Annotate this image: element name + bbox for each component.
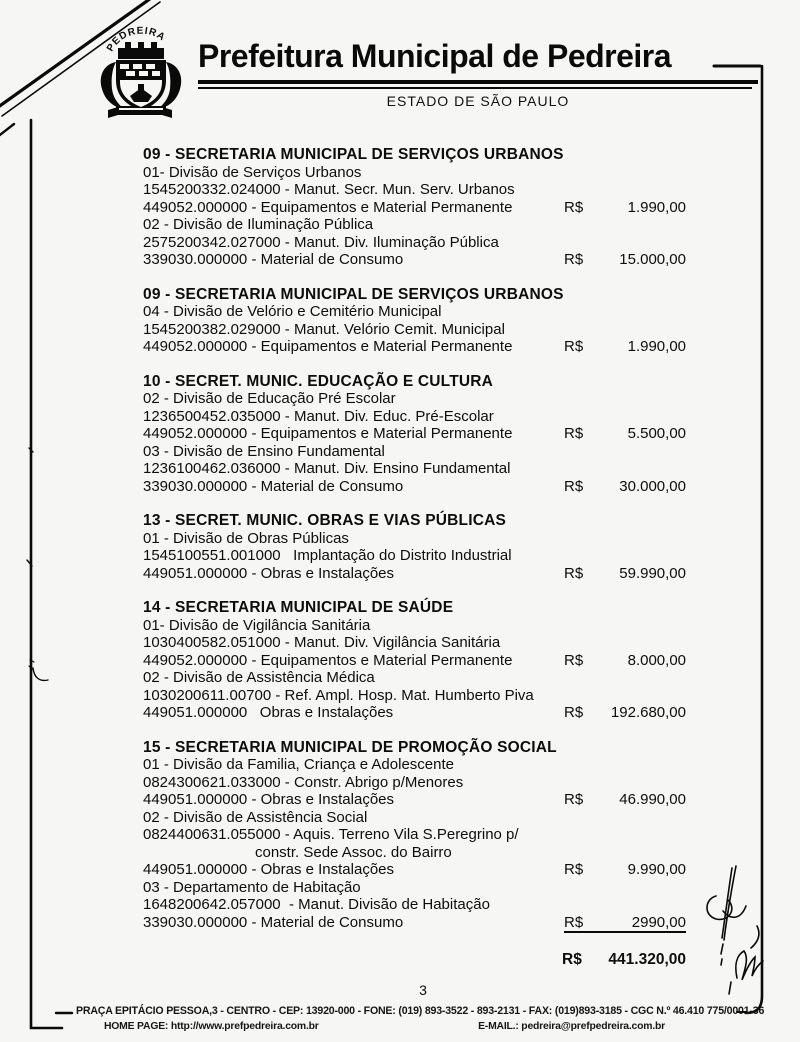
budget-line: [143, 634, 686, 652]
budget-line: [143, 408, 686, 426]
section-heading: 15 - SECRETARIA MUNICIPAL DE PROMOÇÃO SOCIAL: [143, 738, 557, 756]
svg-text:PEDREIRA: PEDREIRA: [104, 26, 168, 54]
section-heading: 09 - SECRETARIA MUNICIPAL DE SERVIÇOS URBANOS: [143, 285, 564, 303]
currency-symbol: R$: [564, 338, 584, 355]
line-text: 1030200611.00700 - Ref. Ampl. Hosp. Mat. Humberto Piva: [143, 686, 534, 704]
amount-value: 1.990,00: [627, 338, 686, 355]
budget-section: [143, 739, 686, 934]
budget-line: [143, 844, 686, 862]
budget-amount-row: [143, 425, 686, 443]
budget-section: [143, 512, 686, 582]
budget-line: [143, 460, 686, 478]
line-text: 1545100551.001000 Implantação do Distrito Industrial: [143, 547, 512, 564]
line-text: 03 - Divisão de Ensino Fundamental: [143, 442, 385, 460]
budget-amount-row: [143, 565, 686, 583]
footer-email-label: E-MAIL.:: [478, 1021, 519, 1032]
budget-line: [143, 216, 686, 234]
line-text: 1030400582.051000 - Manut. Div. Vigilância Sanitária: [143, 634, 501, 651]
org-title: Prefeitura Municipal de Pedreira: [198, 38, 672, 74]
amount-group: [564, 704, 686, 722]
footer-links: [76, 1021, 740, 1032]
line-text: 02 - Divisão de Assistência Médica: [143, 669, 375, 686]
state-subtitle: ESTADO DE SÃO PAULO: [386, 93, 570, 109]
budget-amount-row: [143, 478, 686, 496]
currency-symbol: R$: [564, 651, 584, 669]
page-number: 3: [419, 982, 427, 998]
amount-value: 59.990,00: [619, 564, 686, 582]
line-text: 449052.000000 - Equipamentos e Material Permanente: [143, 425, 513, 442]
amount-group: [564, 791, 686, 809]
line-text: 01 - Divisão da Familia, Criança e Adolescente: [143, 756, 454, 773]
letterhead: [198, 38, 758, 109]
line-text: 339030.000000 - Material de Consumo: [143, 251, 404, 268]
line-text: 449052.000000 - Equipamentos e Material Permanente: [143, 198, 513, 216]
title-rule-thin: [198, 87, 752, 89]
amount-value: 192.680,00: [610, 704, 686, 721]
currency-symbol: R$: [564, 425, 584, 442]
currency-symbol: R$: [564, 477, 584, 495]
line-text: 1648200642.057000 - Manut. Divisão de Habitação: [143, 896, 490, 913]
budget-line: [143, 443, 686, 461]
budget-content: [143, 146, 686, 969]
footer-email: [478, 1021, 665, 1032]
amount-group: [564, 199, 686, 217]
line-text: 449052.000000 - Equipamentos e Material Permanente: [143, 651, 513, 669]
budget-amount-row: [143, 338, 686, 356]
amount-group: [564, 914, 686, 934]
amount-value: 9.990,00: [627, 861, 686, 878]
budget-line: [143, 879, 686, 897]
currency-symbol: R$: [564, 704, 584, 721]
budget-line: [143, 687, 686, 705]
line-text: 449051.000000 Obras e Instalações: [143, 704, 394, 721]
amount-value: 2990,00: [631, 913, 686, 931]
footer-homepage-label: HOME PAGE:: [104, 1021, 169, 1032]
budget-line: [143, 390, 686, 408]
amount-group: [564, 478, 686, 496]
currency-symbol: R$: [564, 564, 584, 582]
budget-amount-row: [143, 251, 686, 269]
budget-amount-row: [143, 704, 686, 722]
amount-group: [564, 565, 686, 583]
line-text: 339030.000000 - Material de Consumo: [143, 477, 404, 495]
budget-line: [143, 164, 686, 182]
section-heading: 09 - SECRETARIA MUNICIPAL DE SERVIÇOS URBANOS: [143, 146, 564, 163]
amount-value: 8.000,00: [627, 651, 686, 669]
footer-homepage-url: http://www.prefpedreira.com.br: [170, 1021, 319, 1032]
budget-line: [143, 809, 686, 827]
amount-group: [564, 425, 686, 443]
line-text: constr. Sede Assoc. do Bairro: [255, 843, 452, 861]
line-text: 1236500452.035000 - Manut. Div. Educ. Pré-Escolar: [143, 407, 494, 425]
budget-amount-row: [143, 914, 686, 934]
amount-value: 46.990,00: [619, 791, 686, 808]
currency-symbol: R$: [564, 861, 584, 878]
budget-line: [143, 617, 686, 635]
budget-line: [143, 756, 686, 774]
currency-symbol: R$: [564, 791, 584, 808]
budget-section: [143, 599, 686, 722]
currency-symbol: R$: [564, 913, 584, 931]
line-text: 02 - Divisão de Iluminação Pública: [143, 216, 374, 233]
line-text: 1545200332.024000 - Manut. Secr. Mun. Serv. Urbanos: [143, 181, 515, 198]
coat-of-arms-icon: [86, 26, 194, 122]
line-text: 449052.000000 - Equipamentos e Material Permanente: [143, 338, 513, 355]
title-rule-thick: [198, 80, 758, 84]
line-text: 01 - Divisão de Obras Públicas: [143, 529, 349, 547]
amount-group: [564, 251, 686, 269]
budget-line: [143, 774, 686, 792]
footer-homepage: [104, 1021, 319, 1032]
budget-amount-row: [143, 791, 686, 809]
budget-amount-row: [143, 199, 686, 217]
line-text: 2575200342.027000 - Manut. Div. Iluminação Pública: [143, 233, 499, 251]
section-heading: 13 - SECRET. MUNIC. OBRAS E VIAS PÚBLICAS: [143, 512, 507, 529]
line-text: 0824400631.055000 - Aquis. Terreno Vila S.Peregrino p/: [143, 826, 519, 843]
line-text: 02 - Divisão de Assistência Social: [143, 808, 368, 826]
line-text: 01- Divisão de Serviços Urbanos: [143, 163, 362, 181]
budget-line: [143, 547, 686, 565]
amount-group: [564, 861, 686, 879]
amount-value: 5.500,00: [627, 425, 686, 442]
budget-section: [143, 286, 686, 356]
budget-line: [143, 234, 686, 252]
amount-value: 15.000,00: [619, 251, 686, 268]
line-text: 02 - Divisão de Educação Pré Escolar: [143, 390, 396, 407]
line-text: 1545200382.029000 - Manut. Velório Cemit. Municipal: [143, 320, 505, 338]
line-text: 04 - Divisão de Velório e Cemitério Municipal: [143, 303, 442, 320]
amount-group: [564, 338, 686, 356]
total-amount: 441.320,00: [608, 951, 686, 968]
line-text: 339030.000000 - Material de Consumo: [143, 913, 404, 931]
budget-line: [143, 826, 686, 844]
amount-value: 1.990,00: [627, 198, 686, 216]
budget-line: [143, 896, 686, 914]
currency-symbol: R$: [564, 198, 584, 216]
amount-value: 30.000,00: [619, 477, 686, 495]
budget-amount-row: [143, 652, 686, 670]
budget-line: [143, 669, 686, 687]
line-text: 449051.000000 - Obras e Instalações: [143, 861, 395, 878]
line-text: 01- Divisão de Vigilância Sanitária: [143, 616, 371, 634]
budget-section: [143, 373, 686, 496]
line-text: 449051.000000 - Obras e Instalações: [143, 564, 395, 582]
line-text: 449051.000000 - Obras e Instalações: [143, 791, 395, 808]
line-text: 0824300621.033000 - Constr. Abrigo p/Menores: [143, 773, 464, 791]
footer-address: PRAÇA EPITÁCIO PESSOA,3 - CENTRO - CEP: 13920-000 - FONE: (019) 893-3522 - 893-2131 - FAX: (019)893-3185 - CGC N.º 46.410 775/0001-36: [76, 1005, 765, 1017]
amount-group: [564, 652, 686, 670]
line-text: 1236100462.036000 - Manut. Div. Ensino Fundamental: [143, 460, 511, 477]
currency-symbol: R$: [564, 251, 584, 268]
line-text: 03 - Departamento de Habitação: [143, 878, 361, 896]
grand-total-row: [143, 950, 686, 969]
total-currency: R$: [562, 951, 582, 968]
budget-line: [143, 530, 686, 548]
budget-line: [143, 181, 686, 199]
section-heading: 10 - SECRET. MUNIC. EDUCAÇÃO E CULTURA: [143, 372, 494, 390]
budget-section: [143, 146, 686, 269]
section-heading: 14 - SECRETARIA MUNICIPAL DE SAÚDE: [143, 599, 454, 616]
budget-amount-row: [143, 861, 686, 879]
budget-sections: [143, 146, 686, 933]
budget-line: [143, 321, 686, 339]
budget-line: [143, 303, 686, 321]
coat-of-arms: [86, 26, 194, 122]
footer-email-address: pedreira@prefpedreira.com.br: [521, 1021, 665, 1032]
